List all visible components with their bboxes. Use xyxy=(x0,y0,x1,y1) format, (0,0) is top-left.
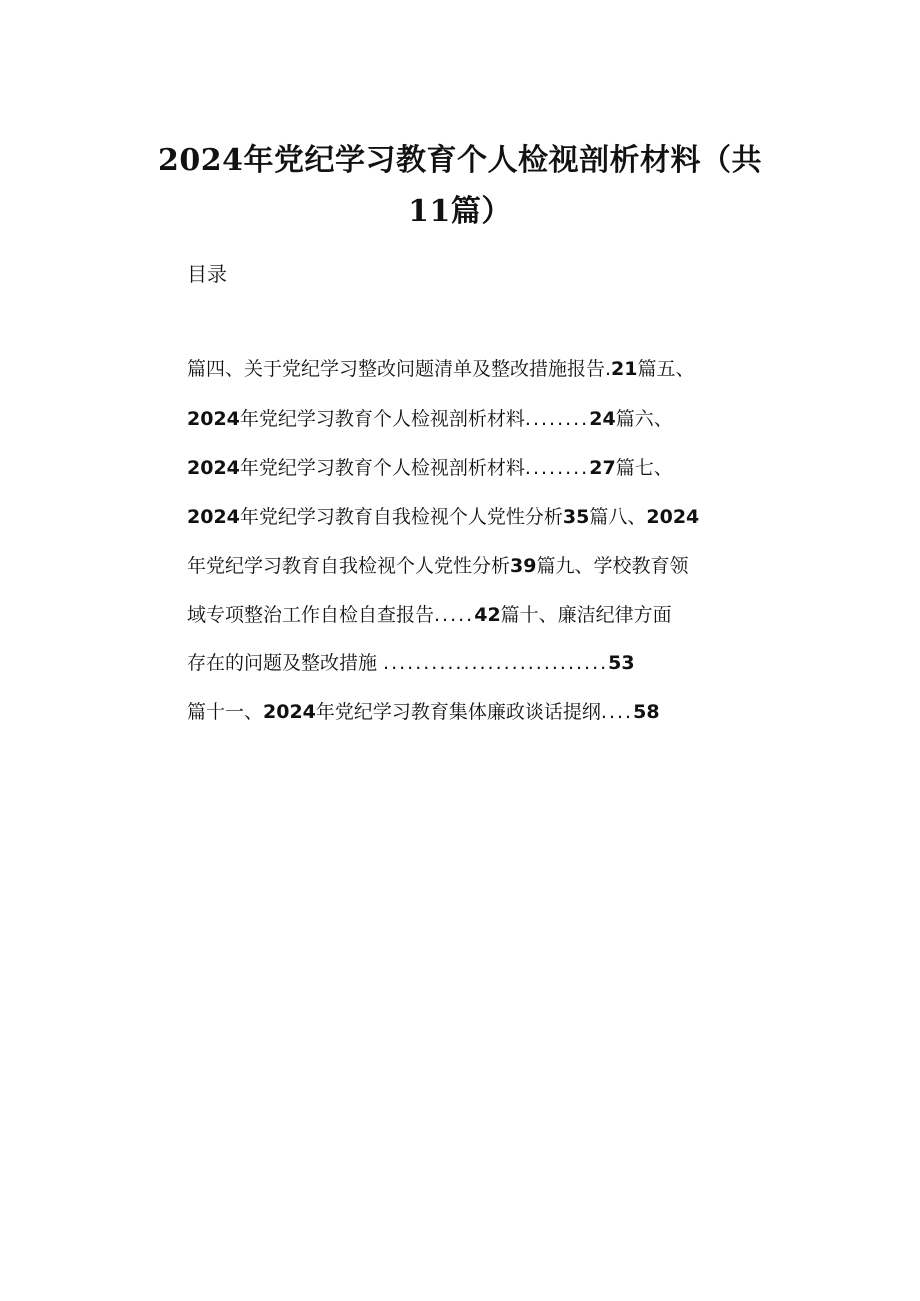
toc-entry-text: 篇十、廉洁纪律方面 xyxy=(500,604,672,626)
toc-page-number: 21 xyxy=(611,358,638,380)
toc-leader-dots: ........ xyxy=(524,408,590,430)
toc-line xyxy=(187,453,787,483)
toc-page-number: 24 xyxy=(589,408,616,430)
toc-leader-dots: .... xyxy=(600,701,634,723)
toc-line xyxy=(187,404,787,434)
toc-line xyxy=(187,551,787,581)
toc-leader-dots: ........ xyxy=(524,457,590,479)
toc-entry-text: 年党纪学习教育自我检视个人党性分析 xyxy=(187,555,511,577)
toc-line xyxy=(187,697,787,727)
toc-page-number: 2024 xyxy=(646,506,700,528)
toc-line xyxy=(187,354,787,384)
toc-entry-text: 存在的问题及整改措施 xyxy=(187,652,384,674)
toc-entry-text: 篇六、 xyxy=(615,408,673,430)
toc-entry-text: 篇五、 xyxy=(637,358,695,380)
toc-entry-text: 年党纪学习教育个人检视剖析材料 xyxy=(239,457,525,479)
toc-entry-text: 年党纪学习教育集体廉政谈话提纲 xyxy=(315,701,601,723)
toc-page-number: 2024 xyxy=(187,408,240,430)
toc-entry-text: 篇八、 xyxy=(589,506,647,528)
toc-page-number: 35 xyxy=(562,506,590,528)
toc-heading: 目录 xyxy=(187,262,227,286)
toc-entry-text: 年党纪学习教育个人检视剖析材料 xyxy=(239,408,525,430)
toc-page-number: 58 xyxy=(633,701,660,723)
toc-leader-dots: ..... xyxy=(434,604,475,626)
toc-page-number: 2024 xyxy=(187,506,240,528)
toc-page-number: 2024 xyxy=(263,701,316,723)
toc-line xyxy=(187,648,787,678)
toc-page-number: 39 xyxy=(510,555,537,577)
document-title-line-2: 11篇） xyxy=(408,194,512,229)
toc-line xyxy=(187,502,787,532)
toc-entry-text: 篇四、关于党纪学习整改问题清单及整改措施报告. xyxy=(187,358,612,380)
toc-entry-text: 篇七、 xyxy=(615,457,673,479)
toc-line xyxy=(187,600,787,630)
toc-leader-dots: ............................ xyxy=(383,652,609,674)
toc-page-number: 42 xyxy=(474,604,501,626)
toc-entry-text: 年党纪学习教育自我检视个人党性分析 xyxy=(239,506,563,528)
toc-page-number: 53 xyxy=(608,652,635,674)
document-title-line-1: 2024年党纪学习教育个人检视剖析材料（共 xyxy=(158,143,762,178)
toc-page-number: 27 xyxy=(589,457,616,479)
toc-entry-text: 域专项整治工作自检自查报告 xyxy=(187,604,435,626)
toc-page-number: 2024 xyxy=(187,457,240,479)
toc-entry-text: 篇九、学校教育领 xyxy=(536,555,689,577)
toc-entry-text: 篇十一、 xyxy=(187,701,264,723)
